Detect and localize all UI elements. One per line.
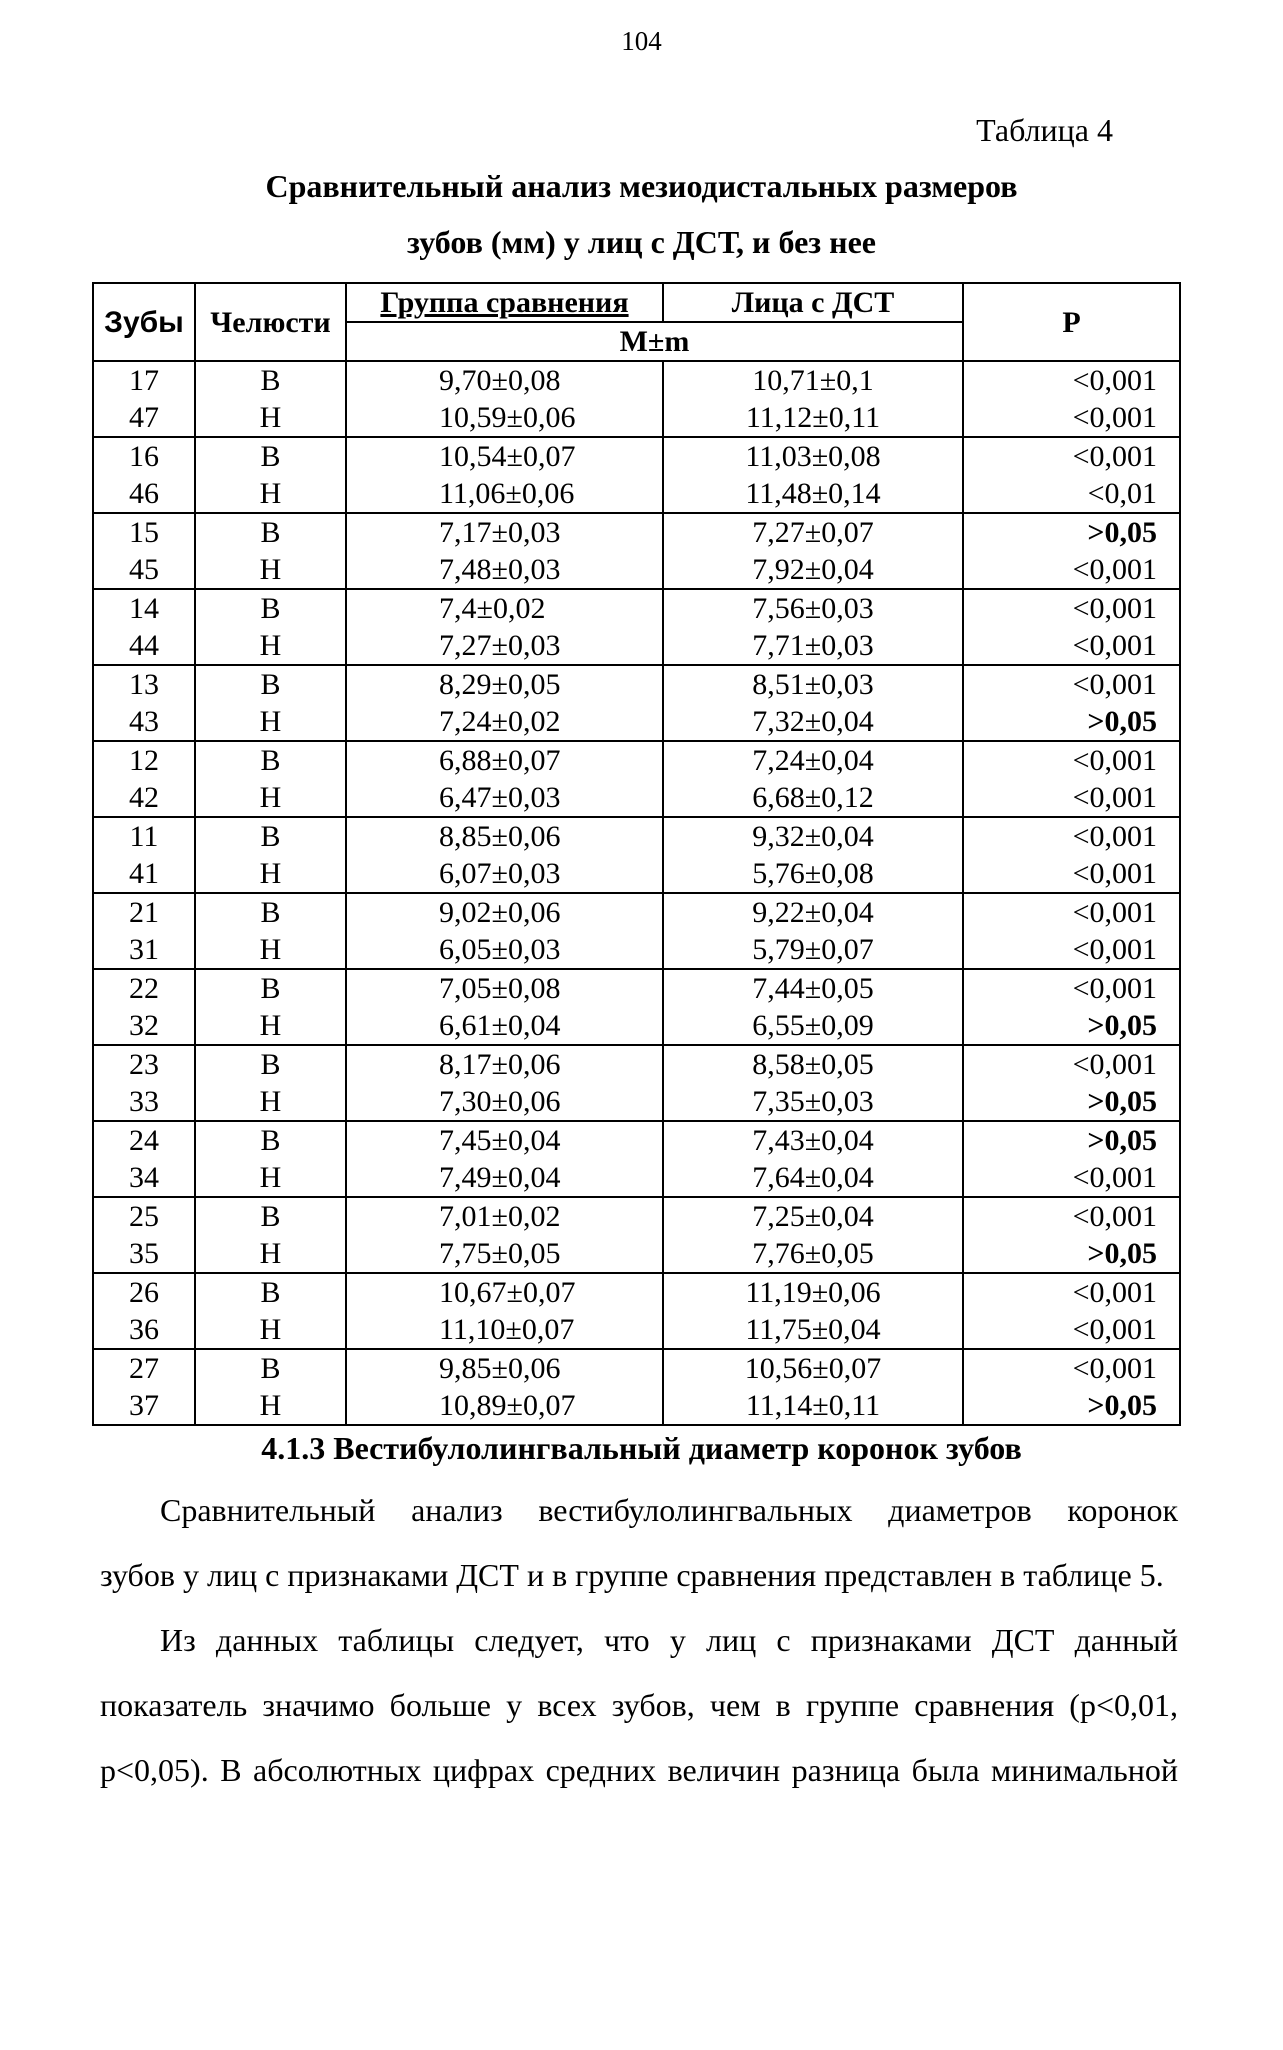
table-row <box>93 513 1180 551</box>
tooth-cell: 26 <box>93 1273 195 1311</box>
header-mm: M±m <box>346 322 963 361</box>
table-body <box>93 361 1180 1425</box>
header-comparison: Группа сравнения <box>346 283 663 322</box>
p-value-cell: <0,001 <box>963 361 1180 399</box>
dst-cell: 7,76±0,05 <box>663 1235 963 1273</box>
jaw-cell: В <box>195 1273 346 1311</box>
jaw-cell: Н <box>195 703 346 741</box>
p-value-cell: <0,001 <box>963 817 1180 855</box>
comparison-cell: 8,29±0,05 <box>346 665 663 703</box>
p-value-cell: <0,001 <box>963 437 1180 475</box>
dst-cell: 7,43±0,04 <box>663 1121 963 1159</box>
paragraph-1-line-1: Сравнительный анализ вестибулолингвальных диаметров коронок <box>160 1492 1178 1528</box>
table-row <box>93 1311 1180 1349</box>
p-value-cell: <0,001 <box>963 1159 1180 1197</box>
table-label: Таблица 4 <box>976 112 1113 148</box>
tooth-cell: 22 <box>93 969 195 1007</box>
jaw-cell: Н <box>195 1387 346 1425</box>
comparison-cell: 10,67±0,07 <box>346 1273 663 1311</box>
page-number: 104 <box>621 26 662 56</box>
tooth-cell: 32 <box>93 1007 195 1045</box>
tooth-cell: 16 <box>93 437 195 475</box>
tooth-cell: 12 <box>93 741 195 779</box>
tooth-cell: 42 <box>93 779 195 817</box>
table-row <box>93 475 1180 513</box>
tooth-cell: 24 <box>93 1121 195 1159</box>
comparison-cell: 8,17±0,06 <box>346 1045 663 1083</box>
table-row <box>93 779 1180 817</box>
p-value-cell: <0,001 <box>963 855 1180 893</box>
tooth-cell: 21 <box>93 893 195 931</box>
tooth-cell: 17 <box>93 361 195 399</box>
comparison-cell: 7,27±0,03 <box>346 627 663 665</box>
table-row <box>93 1045 1180 1083</box>
dst-cell: 11,75±0,04 <box>663 1311 963 1349</box>
jaw-cell: Н <box>195 1083 346 1121</box>
table-title-line-1: Сравнительный анализ мезиодистальных размеров <box>265 168 1018 204</box>
comparison-cell: 7,49±0,04 <box>346 1159 663 1197</box>
table-row <box>93 969 1180 1007</box>
tooth-cell: 45 <box>93 551 195 589</box>
tooth-cell: 14 <box>93 589 195 627</box>
jaw-cell: В <box>195 361 346 399</box>
comparison-cell: 6,47±0,03 <box>346 779 663 817</box>
jaw-cell: Н <box>195 855 346 893</box>
tooth-cell: 15 <box>93 513 195 551</box>
table-row <box>93 893 1180 931</box>
header-dst: Лица с ДСТ <box>663 283 963 322</box>
jaw-cell: В <box>195 1197 346 1235</box>
tooth-cell: 13 <box>93 665 195 703</box>
tooth-cell: 34 <box>93 1159 195 1197</box>
jaw-cell: Н <box>195 1235 346 1273</box>
p-value-cell: <0,001 <box>963 893 1180 931</box>
table-row <box>93 1083 1180 1121</box>
jaw-cell: Н <box>195 1311 346 1349</box>
comparison-cell: 7,4±0,02 <box>346 589 663 627</box>
comparison-cell: 11,10±0,07 <box>346 1311 663 1349</box>
jaw-cell: В <box>195 437 346 475</box>
dst-cell: 8,58±0,05 <box>663 1045 963 1083</box>
p-value-cell: >0,05 <box>963 1387 1180 1425</box>
dst-cell: 11,14±0,11 <box>663 1387 963 1425</box>
jaw-cell: В <box>195 893 346 931</box>
dst-cell: 7,35±0,03 <box>663 1083 963 1121</box>
jaw-cell: Н <box>195 779 346 817</box>
jaw-cell: Н <box>195 551 346 589</box>
table-row <box>93 741 1180 779</box>
tooth-cell: 25 <box>93 1197 195 1235</box>
p-value-cell: <0,001 <box>963 741 1180 779</box>
comparison-cell: 7,05±0,08 <box>346 969 663 1007</box>
dst-cell: 7,92±0,04 <box>663 551 963 589</box>
comparison-cell: 6,61±0,04 <box>346 1007 663 1045</box>
tooth-cell: 23 <box>93 1045 195 1083</box>
dst-cell: 11,48±0,14 <box>663 475 963 513</box>
p-value-cell: <0,001 <box>963 551 1180 589</box>
table-row <box>93 627 1180 665</box>
comparison-cell: 7,30±0,06 <box>346 1083 663 1121</box>
p-value-cell: <0,001 <box>963 1349 1180 1387</box>
tooth-cell: 41 <box>93 855 195 893</box>
header-jaws: Челюсти <box>195 283 346 361</box>
dst-cell: 7,71±0,03 <box>663 627 963 665</box>
jaw-cell: Н <box>195 627 346 665</box>
jaw-cell: В <box>195 589 346 627</box>
tooth-cell: 36 <box>93 1311 195 1349</box>
comparison-cell: 8,85±0,06 <box>346 817 663 855</box>
dst-cell: 10,71±0,1 <box>663 361 963 399</box>
p-value-cell: <0,01 <box>963 475 1180 513</box>
tooth-cell: 43 <box>93 703 195 741</box>
table-row <box>93 703 1180 741</box>
dst-cell: 9,22±0,04 <box>663 893 963 931</box>
tooth-cell: 31 <box>93 931 195 969</box>
jaw-cell: В <box>195 969 346 1007</box>
table-row <box>93 665 1180 703</box>
tooth-cell: 44 <box>93 627 195 665</box>
dst-cell: 6,55±0,09 <box>663 1007 963 1045</box>
table-row <box>93 1121 1180 1159</box>
comparison-cell: 7,01±0,02 <box>346 1197 663 1235</box>
table-row <box>93 1235 1180 1273</box>
header-teeth: Зубы <box>93 283 195 361</box>
comparison-cell: 7,45±0,04 <box>346 1121 663 1159</box>
paragraph-1-line-2: зубов у лиц с признаками ДСТ и в группе сравнения представлен в таблице 5. <box>100 1557 1164 1593</box>
table-row <box>93 931 1180 969</box>
comparison-cell: 11,06±0,06 <box>346 475 663 513</box>
dst-cell: 10,56±0,07 <box>663 1349 963 1387</box>
p-value-cell: <0,001 <box>963 1045 1180 1083</box>
dst-cell: 7,25±0,04 <box>663 1197 963 1235</box>
p-value-cell: <0,001 <box>963 1311 1180 1349</box>
paragraph-2-line-3: р<0,05). В абсолютных цифрах средних величин разница была минимальной <box>100 1752 1178 1788</box>
dst-cell: 7,44±0,05 <box>663 969 963 1007</box>
tooth-cell: 35 <box>93 1235 195 1273</box>
p-value-cell: <0,001 <box>963 969 1180 1007</box>
jaw-cell: Н <box>195 399 346 437</box>
dst-cell: 7,24±0,04 <box>663 741 963 779</box>
p-value-cell: <0,001 <box>963 931 1180 969</box>
tooth-cell: 27 <box>93 1349 195 1387</box>
dst-cell: 11,03±0,08 <box>663 437 963 475</box>
table-row <box>93 589 1180 627</box>
p-value-cell: <0,001 <box>963 665 1180 703</box>
dst-cell: 9,32±0,04 <box>663 817 963 855</box>
table-row <box>93 1007 1180 1045</box>
tooth-cell: 46 <box>93 475 195 513</box>
jaw-cell: Н <box>195 1007 346 1045</box>
table-row <box>93 1159 1180 1197</box>
jaw-cell: В <box>195 665 346 703</box>
table-row <box>93 1197 1180 1235</box>
dst-cell: 5,76±0,08 <box>663 855 963 893</box>
jaw-cell: В <box>195 817 346 855</box>
jaw-cell: В <box>195 1349 346 1387</box>
comparison-cell: 10,54±0,07 <box>346 437 663 475</box>
comparison-cell: 9,02±0,06 <box>346 893 663 931</box>
p-value-cell: >0,05 <box>963 1007 1180 1045</box>
jaw-cell: Н <box>195 475 346 513</box>
table-row <box>93 1349 1180 1387</box>
table-row <box>93 437 1180 475</box>
header-p: Р <box>963 283 1180 361</box>
dst-cell: 6,68±0,12 <box>663 779 963 817</box>
p-value-cell: <0,001 <box>963 399 1180 437</box>
p-value-cell: >0,05 <box>963 1121 1180 1159</box>
dst-cell: 11,19±0,06 <box>663 1273 963 1311</box>
comparison-cell: 6,07±0,03 <box>346 855 663 893</box>
jaw-cell: Н <box>195 1159 346 1197</box>
jaw-cell: В <box>195 513 346 551</box>
comparison-cell: 10,89±0,07 <box>346 1387 663 1425</box>
table-row <box>93 399 1180 437</box>
p-value-cell: <0,001 <box>963 589 1180 627</box>
table-row <box>93 855 1180 893</box>
p-value-cell: >0,05 <box>963 1083 1180 1121</box>
jaw-cell: В <box>195 1121 346 1159</box>
comparison-cell: 7,75±0,05 <box>346 1235 663 1273</box>
table-row <box>93 1387 1180 1425</box>
dst-cell: 7,27±0,07 <box>663 513 963 551</box>
paragraph-2-line-1: Из данных таблицы следует, что у лиц с признаками ДСТ данный <box>160 1622 1178 1658</box>
jaw-cell: В <box>195 1045 346 1083</box>
tooth-cell: 11 <box>93 817 195 855</box>
table-row <box>93 361 1180 399</box>
dst-cell: 7,32±0,04 <box>663 703 963 741</box>
p-value-cell: >0,05 <box>963 703 1180 741</box>
tooth-cell: 47 <box>93 399 195 437</box>
jaw-cell: Н <box>195 931 346 969</box>
comparison-cell: 10,59±0,06 <box>346 399 663 437</box>
dst-cell: 7,64±0,04 <box>663 1159 963 1197</box>
dst-cell: 7,56±0,03 <box>663 589 963 627</box>
comparison-cell: 9,85±0,06 <box>346 1349 663 1387</box>
p-value-cell: >0,05 <box>963 513 1180 551</box>
table-row <box>93 1273 1180 1311</box>
table-title-line-2: зубов (мм) у лиц с ДСТ, и без нее <box>407 224 876 260</box>
comparison-cell: 6,05±0,03 <box>346 931 663 969</box>
tooth-cell: 33 <box>93 1083 195 1121</box>
table-row <box>93 817 1180 855</box>
section-heading: 4.1.3 Вестибулолингвальный диаметр коронок зубов <box>261 1430 1022 1466</box>
jaw-cell: В <box>195 741 346 779</box>
comparison-cell: 7,24±0,02 <box>346 703 663 741</box>
p-value-cell: >0,05 <box>963 1235 1180 1273</box>
comparison-cell: 7,17±0,03 <box>346 513 663 551</box>
comparison-cell: 6,88±0,07 <box>346 741 663 779</box>
dst-cell: 5,79±0,07 <box>663 931 963 969</box>
table-row <box>93 551 1180 589</box>
data-table <box>92 282 1181 1426</box>
p-value-cell: <0,001 <box>963 1197 1180 1235</box>
tooth-cell: 37 <box>93 1387 195 1425</box>
p-value-cell: <0,001 <box>963 627 1180 665</box>
dst-cell: 8,51±0,03 <box>663 665 963 703</box>
dst-cell: 11,12±0,11 <box>663 399 963 437</box>
comparison-cell: 9,70±0,08 <box>346 361 663 399</box>
p-value-cell: <0,001 <box>963 1273 1180 1311</box>
paragraph-2-line-2: показатель значимо больше у всех зубов, чем в группе сравнения (р<0,01, <box>100 1687 1178 1723</box>
comparison-cell: 7,48±0,03 <box>346 551 663 589</box>
p-value-cell: <0,001 <box>963 779 1180 817</box>
